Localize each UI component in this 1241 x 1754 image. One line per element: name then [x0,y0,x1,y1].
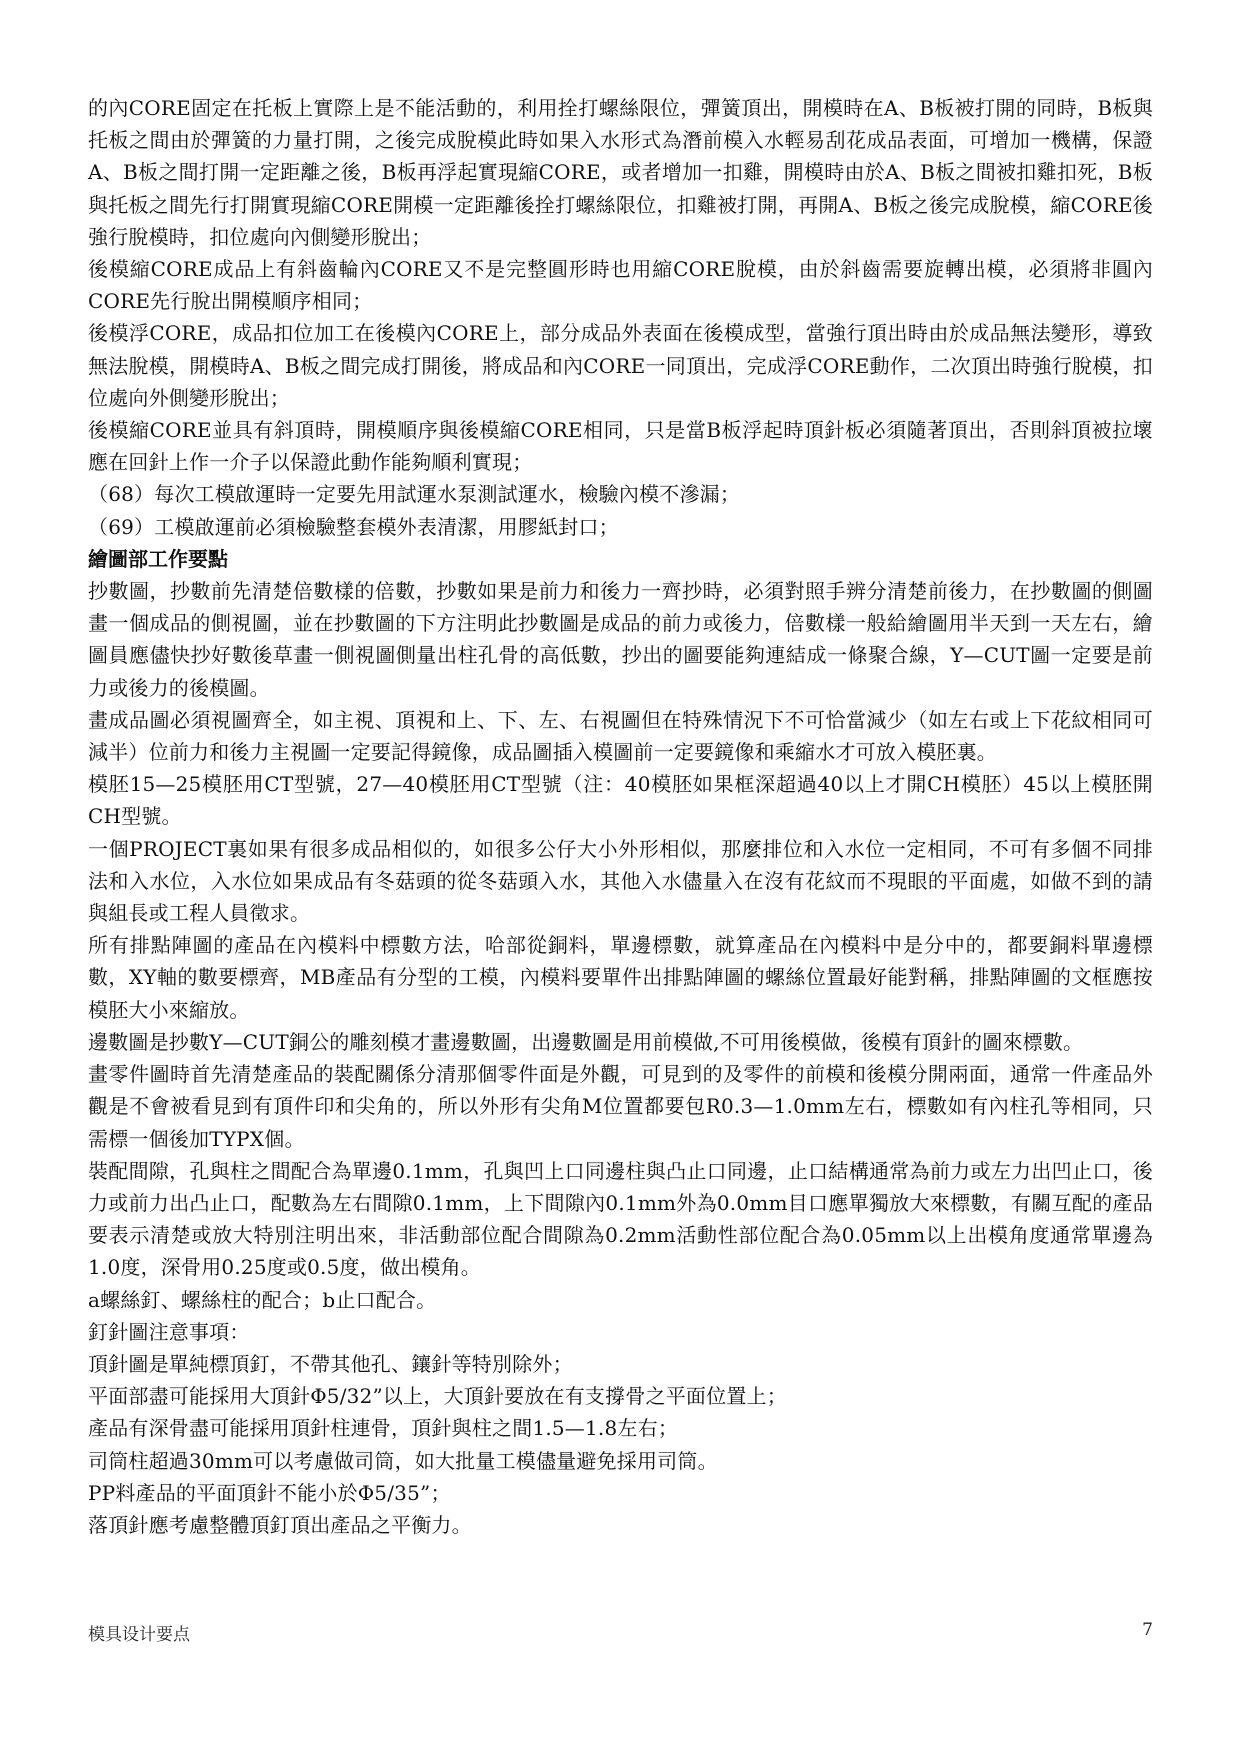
paragraph-copy-drawing: 抄數圖，抄數前先清楚倍數樣的倍數，抄數如果是前力和後力一齊抄時，必須對照手辨分清楚前後力，在抄數圖的側圖畫一個成品的側視圖，並在抄數圖的下方注明此抄數圖是成品的前力或後力，倍數樣一般給繪圖用半天到一天左右，繪圖員應儘快抄好數後草畫一側視圖側量出柱孔骨的高低數，抄出的圖要能夠連結成一條聚合線，Y—CUT圖一定要是前力或後力的後模圖。 [88,579,1153,700]
paragraph-assembly-clearance: 裝配間隙，孔與柱之間配合為單邊0.1mm，孔與凹上口同邊柱與凸止口同邊，止口結構通常為前力或左力出凹止口，後力或前力出凸止口，配數為左右間隙0.1mm，上下間隙內0.1mm外為0.0mm目口應單獨放大來標數，有關互配的產品要表示清楚或放大特別注明出來，非活動部位配合間隙為0.2mm活動性部位配合為0.05mm以上出模角度通常單邊為1.0度，深骨用0.25度或0.5度，做出模角。 [88,1158,1153,1280]
paragraph-ejector-note-5: PP料產品的平面頂針不能小於Φ5/35”； [88,1480,451,1505]
paragraph-edge-drawing: 邊數圖是抄數Y—CUT銅公的雕刻模才畫邊數圖，出邊數圖是用前模做,不可用後模做，後模有頂針的圖來標數。 [88,1029,1084,1054]
page-footer [88,1620,1153,1645]
paragraph-item-69: （69）工模啟運前必須檢驗整套模外表清潔，用膠紙封口； [88,514,619,539]
paragraph-fit-types: a螺絲釘、螺絲柱的配合；b止口配合。 [88,1287,437,1312]
section-heading-drawing-dept: 繪圖部工作要點 [88,546,228,571]
paragraph-ejector-note-2: 平面部盡可能採用大頂針Φ5/32”以上，大頂針要放在有支撐骨之平面位置上； [88,1384,787,1409]
page-number: 7 [1142,1620,1153,1640]
paragraph-lifter-core: 後模縮CORE並具有斜頂時，開模順序與後模縮CORE相同，只是當B板浮起時頂針板必須隨著頂出，否則斜頂被拉壞應在回針上作一介子以保證此動作能夠順利實現； [88,418,1153,475]
paragraph-ejector-note-6: 落頂針應考慮整體頂釘頂出產品之平衡力。 [88,1512,472,1537]
paragraph-ejector-note-3: 產品有深骨盡可能採用頂針柱連骨，頂針與柱之間1.5—1.8左右； [88,1416,679,1441]
document-body [88,92,1153,1541]
paragraph-core-mechanism: 的內CORE固定在托板上實際上是不能活動的，利用拴打螺絲限位，彈簧頂出，開模時在A、B板被打開的同時，B板與托板之間由於彈簧的力量打開，之後完成脫模此時如果入水形式為潛前模入水輕易刮花成品表面，可增加一機構，保證A、B板之間打開一定距離之後，B板再浮起實現縮CORE，或者增加一扣雞，開模時由於A、B板之間被扣雞扣死，B板與托板之間先行打開實現縮CORE開模一定距離後拴打螺絲限位，扣雞被打開，再開A、B板之後完成脫模，縮CORE後強行脫模時，扣位處向內側變形脫出； [88,96,1153,249]
paragraph-ejector-notes-title: 釘針圖注意事項： [88,1319,250,1344]
paragraph-product-drawing: 畫成品圖必須視圖齊全，如主視、頂視和上、下、左、右視圖但在特殊情況下不可恰當減少（如左右或上下花紋相同可減半）位前力和後力主視圖一定要記得鏡像，成品圖插入模圖前一定要鏡像和乘縮水才可放入模胚裏。 [88,707,1153,765]
paragraph-mold-base: 模胚15—25模胚用CT型號，27—40模胚用CT型號（注：40模胚如果框深超過40以上才開CH模胚）45以上模胚開CH型號。 [88,772,1153,829]
paragraph-ejector-note-1: 頂針圖是單純標頂釘，不帶其他孔、鑲針等特別除外； [88,1351,573,1376]
paragraph-helical-core: 後模縮CORE成品上有斜齒輪內CORE又不是完整圓形時也用縮CORE脫模，由於斜齒需要旋轉出模，必須將非圓內CORE先行脫出開模順序相同； [88,257,1153,314]
footer-title: 模具设计要点 [88,1625,190,1645]
paragraph-part-drawing: 畫零件圖時首先清楚產品的裝配關係分清那個零件面是外觀，可見到的及零件的前模和後模分開兩面，通常一件產品外觀是不會被看見到有頂件印和尖角的，所以外形有尖角M位置都要包R0.3—1.0mm左右，標數如有內柱孔等相同，只需標一個後加TYPX個。 [88,1062,1153,1151]
paragraph-dimensioning: 所有排點陣圖的產品在內模料中標數方法，哈部從銅料，單邊標數，就算產品在內模料中是分中的，都要銅料單邊標數，XY軸的數要標齊，MB產品有分型的工模，內模料要單件出排點陣圖的螺絲位置最好能對稱，排點陣圖的文框應按模胚大小來縮放。 [88,933,1153,1022]
paragraph-ejector-note-4: 司筒柱超過30mm可以考慮做司筒，如大批量工模儘量避免採用司筒。 [88,1448,718,1473]
paragraph-floating-core: 後模浮CORE，成品扣位加工在後模內CORE上，部分成品外表面在後模成型，當強行頂出時由於成品無法變形，導致無法脫模，開模時A、B板之間完成打開後，將成品和內CORE一同頂出，完成浮CORE動作，二次頂出時強行脫模，扣位處向外側變形脫出； [88,321,1153,410]
paragraph-project-layout: 一個PROJECT裏如果有很多成品相似的，如很多公仔大小外形相似，那麼排位和入水位一定相同，不可有多個不同排法和入水位，入水位如果成品有冬菇頭的從冬菇頭入水，其他入水儘量入在沒有花紋而不現眼的平面處，如做不到的請與組長或工程人員徵求。 [88,836,1153,926]
paragraph-item-68: （68）每次工模啟運時一定要先用試運水泵測試運水，檢驗內模不滲漏； [88,482,741,507]
